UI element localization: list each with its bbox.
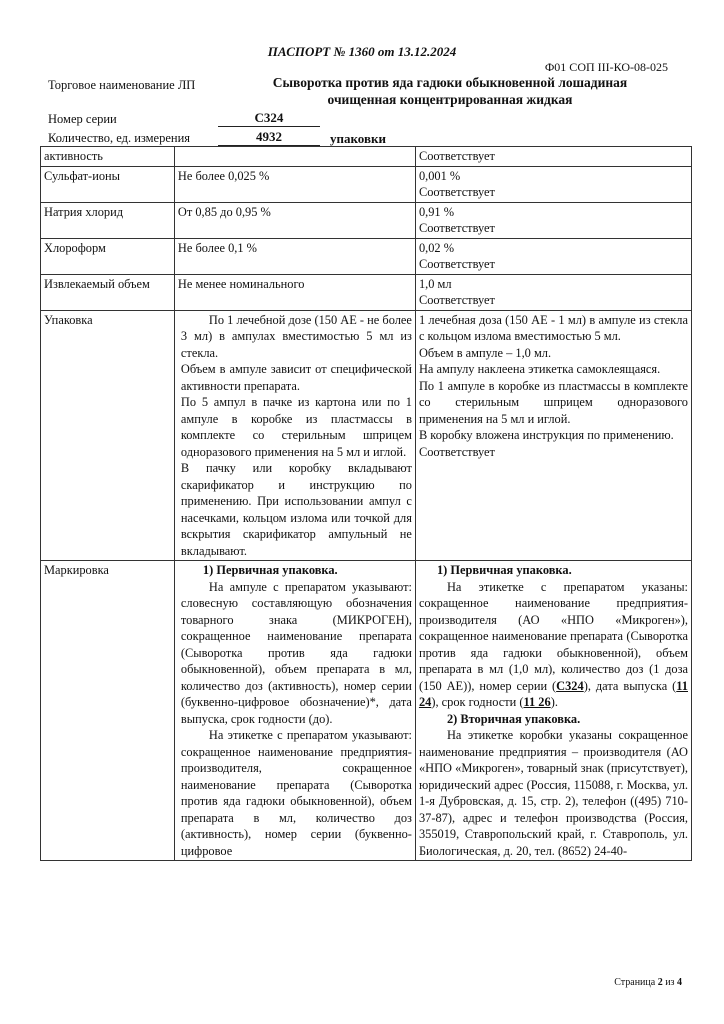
series-label: Номер серии	[48, 112, 117, 126]
row-result: 0,91 % Соответствует	[415, 202, 691, 238]
table-row	[41, 147, 692, 167]
passport-table	[40, 146, 692, 861]
row-result: 0,02 % Соответствует	[415, 238, 691, 274]
result-series-number: С324	[556, 678, 584, 693]
table-row-packaging	[41, 310, 692, 561]
table-row	[41, 202, 692, 238]
row-name: Упаковка	[41, 310, 175, 561]
trade-name-line2: очищенная концентрированная жидкая	[327, 92, 573, 107]
row-result: 0,001 % Соответствует	[415, 166, 691, 202]
row-norm: От 0,85 до 0,95 %	[174, 202, 415, 238]
row-result: Соответствует	[415, 147, 691, 167]
row-name: Натрия хлорид	[41, 202, 175, 238]
table-row	[41, 238, 692, 274]
row-norm: Не менее номинального	[174, 274, 415, 310]
page-number: Страница 2 из 4	[614, 977, 682, 988]
result-release-date: 11 24	[418, 678, 688, 709]
marking-result: 1) Первичная упаковка. На этикетке с препаратом указаны: сокращенное наименование предприятия-производителя (АО «НПО «Микроген»), сокращенное наименование препарата (Сыворотка против яда гадюки обыкновенной), объем препарата в мл (1,0 мл), количество доз (1 доза (150 АЕ)), номер серии (С324), дата выпуска (11 24), срок годности (11 26). 2) Вторичная упаковка. На этикетке коробки указаны сокращенное наименование предприятия – производителя (АО «НПО «Микроген», товарный знак (присутствует), юридический адрес (Россия, 115088, г. Москва, ул. 1-я Дубровская, д. 15, стр. 2), телефон ((495) 710-37-87), адрес и телефон производства (Россия, 355019, Ставропольский край, г. Ставрополь, ул. Биологическая, д. 20, тел. (8652) 24-40-	[415, 561, 691, 861]
table-row	[41, 274, 692, 310]
series-value: С324	[218, 110, 320, 127]
packaging-result: 1 лечебная доза (150 АЕ - 1 мл) в ампуле из стекла с кольцом излома вместимостью 5 мл. Объем в ампуле – 1,0 мл. На ампулу наклеена этикетка самоклеящаяся. По 1 ампуле в коробке из пластмассы в комплекте со стерильным шприцем одноразового применения на 5 мл и иглой. В коробку вложена инструкция по применению. Соответствует	[415, 310, 691, 561]
trade-name-label: Торговое наименование ЛП	[48, 78, 196, 92]
row-norm: Не более 0,025 %	[174, 166, 415, 202]
row-name: Извлекаемый объем	[41, 274, 175, 310]
document-code: Ф01 СОП III-КО-08-025	[544, 60, 668, 74]
quantity-value: 4932	[218, 129, 320, 146]
row-name: активность	[41, 147, 175, 167]
trade-name-line1: Сыворотка против яда гадюки обыкновенной лошадиная	[272, 75, 628, 90]
table-row	[41, 166, 692, 202]
row-name: Хлороформ	[41, 238, 175, 274]
quantity-unit: упаковки	[330, 131, 386, 146]
row-result: 1,0 мл Соответствует	[415, 274, 691, 310]
packaging-norm: По 1 лечебной дозе (150 АЕ - не более 3 мл) в ампулах вместимостью 5 мл из стекла. Объем в ампуле зависит от специфической активности препарата. По 5 ампул в пачке из картона или по 1 ампуле в коробке из пластмассы в комплекте со стерильным шприцем одноразового применения на 5 мл и иглой. В пачку или коробку вкладывают скарификатор и инструкцию по применению. При использовании ампул с насечками, кольцом излома или точкой для вскрытия скарификатор ампульный не вкладывают.	[174, 310, 415, 561]
quantity-label: Количество, ед. измерения	[48, 131, 191, 145]
marking-norm: 1) Первичная упаковка. На ампуле с препаратом указывают: словесную составляющую обозначения товарного знака (МИКРОГЕН), сокращенное наименование препарата (Сыворотка против яда гадюки обыкновенной), объем препарата в мл, количество доз (активность), номер серии (буквенно-цифровое обозначение)*, дата выпуска, срок годности (до). На этикетке с препаратом указывают: сокращенное наименование предприятия-производителя, сокращенное наименование препарата (Сыворотка против яда гадюки обыкновенной), объем препарата в мл, количество доз (активность), номер серии (буквенно-цифровое	[174, 561, 415, 861]
table-row-marking	[41, 561, 692, 861]
row-norm	[174, 147, 415, 167]
row-name: Сульфат-ионы	[41, 166, 175, 202]
trade-name	[230, 74, 670, 108]
passport-title: ПАСПОРТ № 1360 от 13.12.2024	[267, 44, 457, 59]
row-norm: Не более 0,1 %	[174, 238, 415, 274]
result-expiry-date: 11 26	[523, 695, 551, 709]
row-name: Маркировка	[41, 561, 175, 861]
